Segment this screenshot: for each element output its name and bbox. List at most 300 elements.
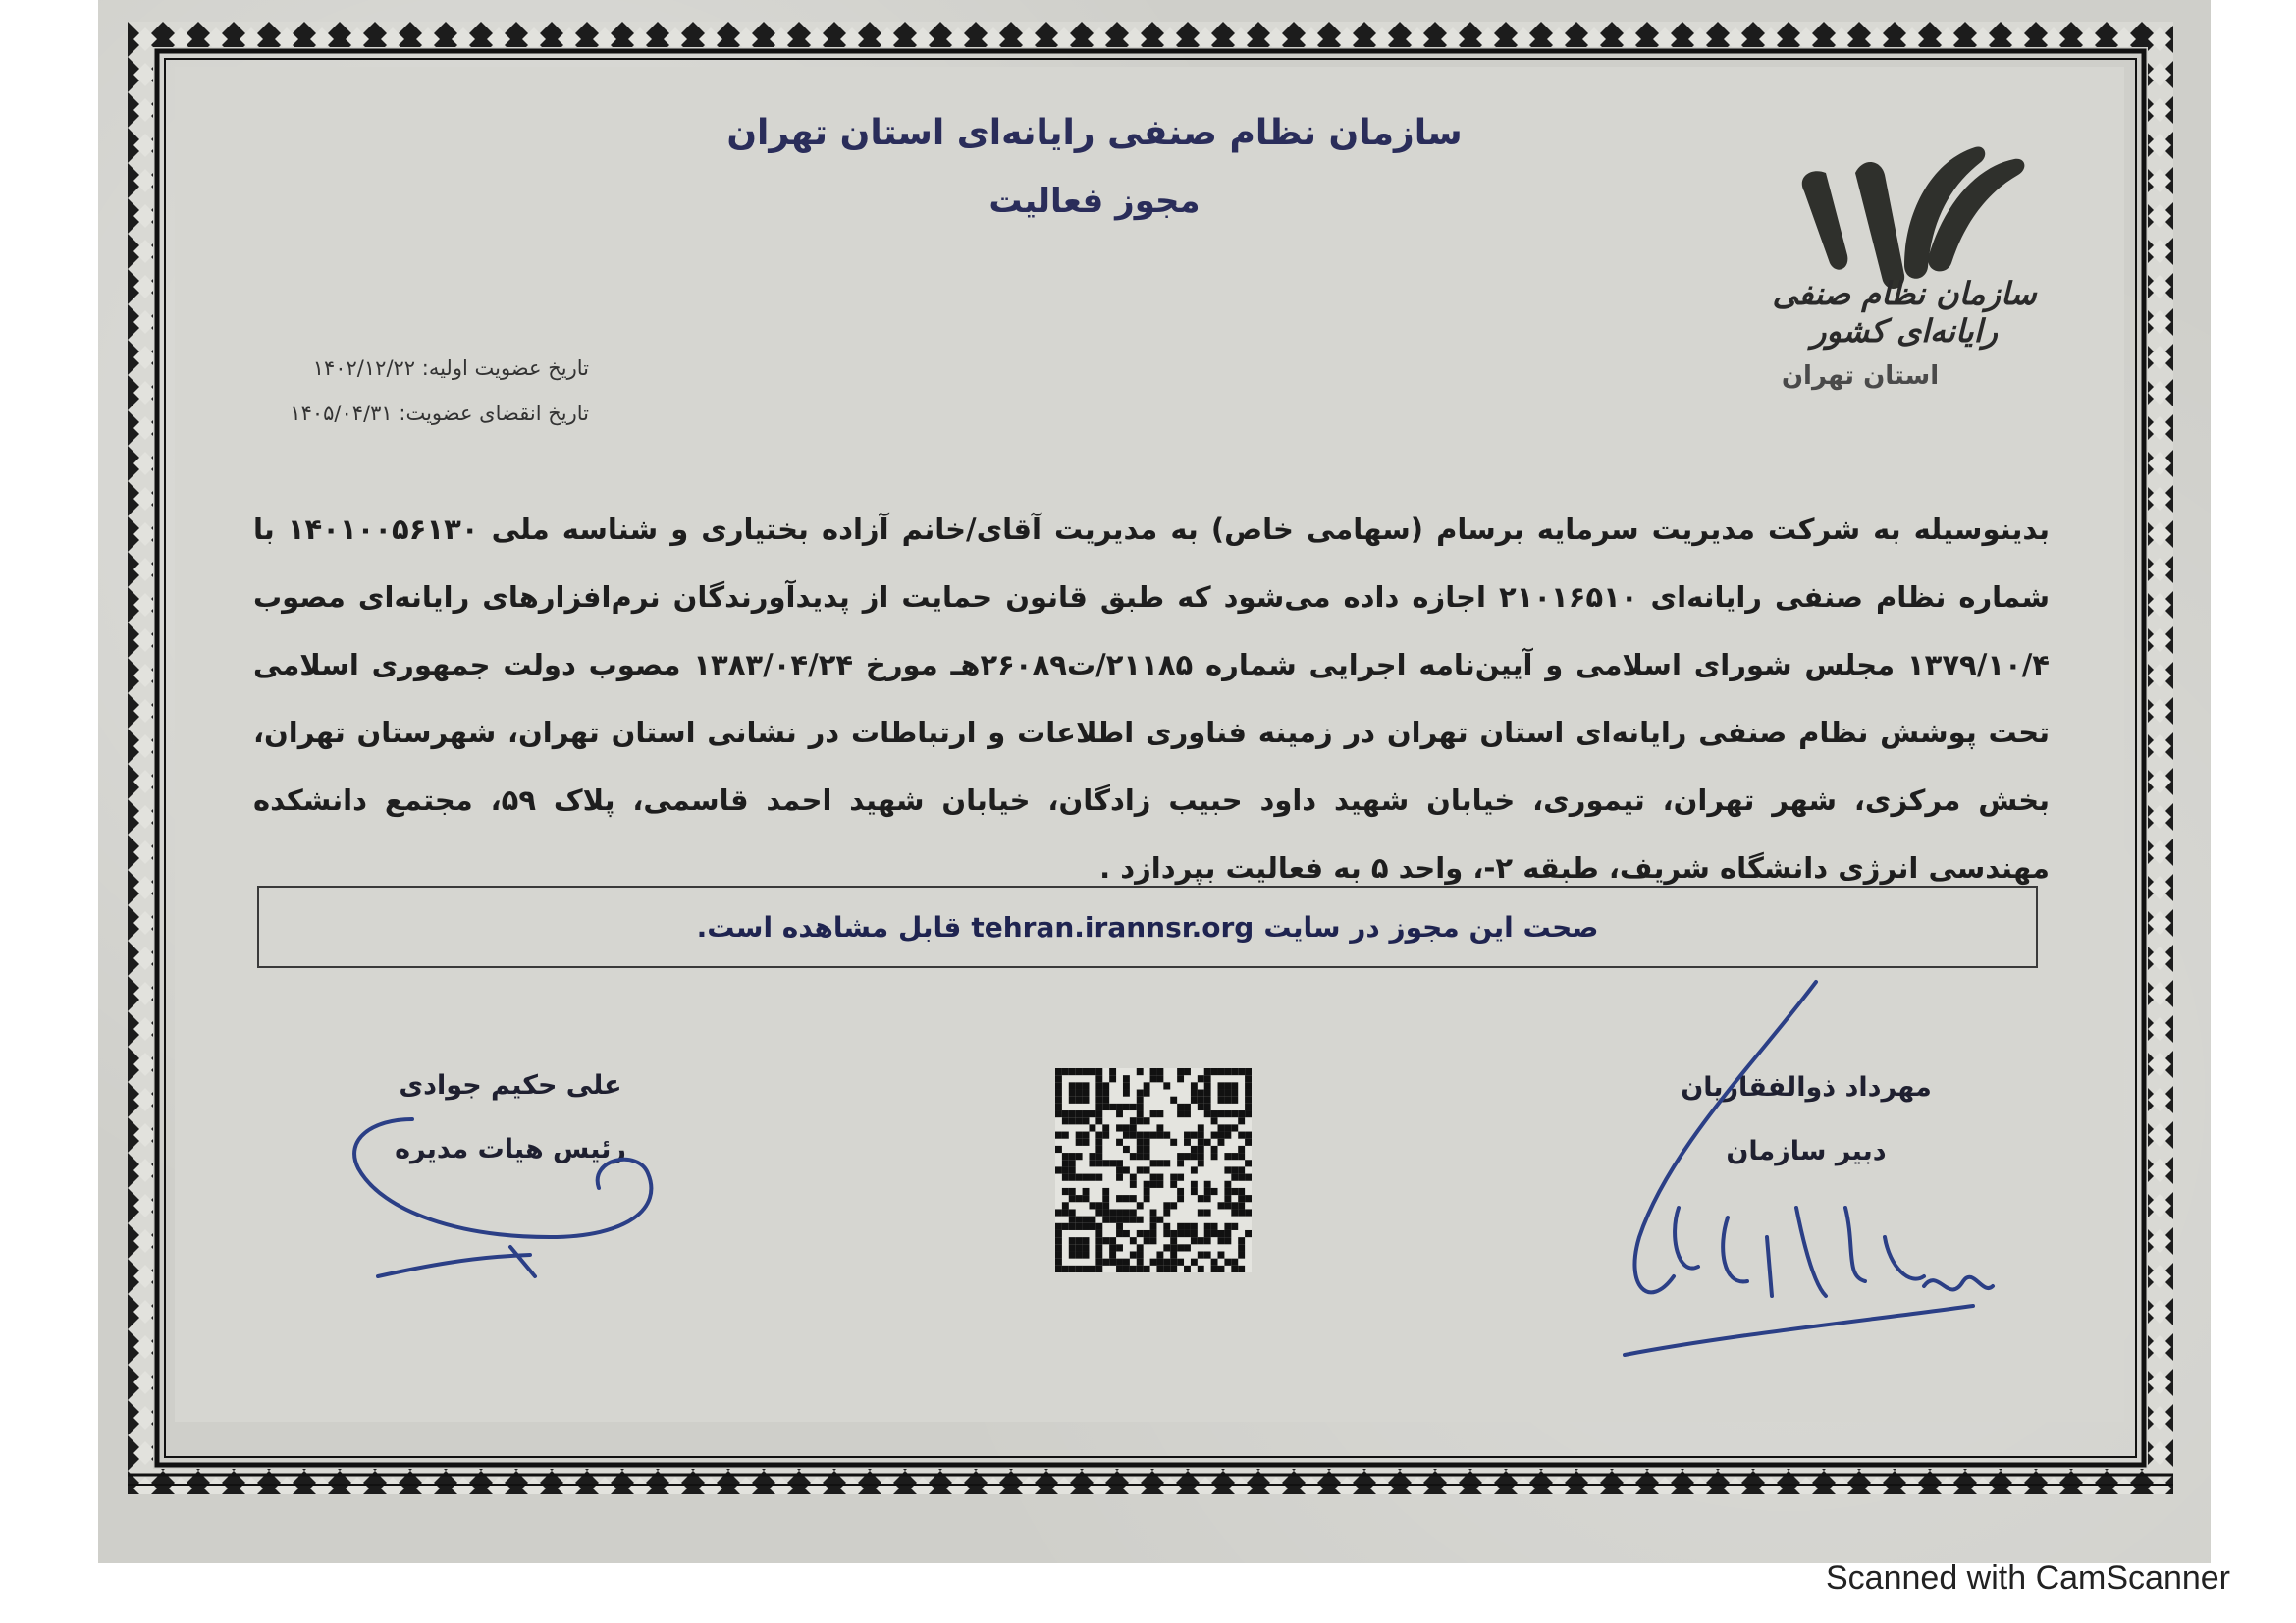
qr-module — [1191, 1188, 1198, 1195]
qr-module — [1231, 1090, 1238, 1097]
qr-module — [1238, 1266, 1245, 1272]
qr-module — [1076, 1090, 1083, 1097]
qr-module — [1102, 1097, 1109, 1104]
qr-module — [1076, 1223, 1083, 1230]
qr-module — [1109, 1075, 1116, 1082]
qr-module — [1055, 1244, 1062, 1251]
qr-module — [1231, 1223, 1238, 1230]
qr-module — [1224, 1223, 1231, 1230]
qr-module — [1198, 1160, 1204, 1166]
qr-module — [1076, 1139, 1083, 1146]
qr-module — [1069, 1223, 1076, 1230]
qr-module — [1156, 1259, 1163, 1266]
qr-module — [1069, 1217, 1076, 1223]
qr-module — [1083, 1132, 1090, 1139]
qr-module — [1218, 1230, 1225, 1237]
qr-module — [1156, 1160, 1163, 1166]
qr-module — [1137, 1104, 1144, 1110]
qr-module — [1102, 1188, 1109, 1195]
qr-module — [1095, 1209, 1102, 1216]
qr-module — [1204, 1068, 1211, 1075]
qr-module — [1144, 1090, 1150, 1097]
qr-module — [1156, 1132, 1163, 1139]
qr-module — [1137, 1153, 1144, 1160]
qr-module — [1069, 1068, 1076, 1075]
qr-module — [1089, 1223, 1095, 1230]
qr-module — [1109, 1259, 1116, 1266]
qr-module — [1150, 1230, 1157, 1237]
qr-module — [1231, 1082, 1238, 1089]
qr-module — [1130, 1117, 1137, 1124]
qr-module — [1095, 1174, 1102, 1181]
verification-qr-code[interactable] — [1055, 1068, 1252, 1272]
qr-module — [1144, 1082, 1150, 1089]
qr-module — [1123, 1124, 1130, 1131]
qr-module — [1089, 1217, 1095, 1223]
qr-module — [1224, 1259, 1231, 1266]
qr-module — [1137, 1217, 1144, 1223]
qr-module — [1116, 1259, 1123, 1266]
qr-module — [1102, 1082, 1109, 1089]
qr-module — [1102, 1132, 1109, 1139]
qr-module — [1191, 1223, 1198, 1230]
organization-title: سازمان نظام صنفی رایانه‌ای استان تهران — [726, 113, 1463, 153]
qr-module — [1204, 1097, 1211, 1104]
qr-module — [1076, 1174, 1083, 1181]
qr-module — [1089, 1202, 1095, 1209]
qr-module — [1144, 1195, 1150, 1202]
qr-module — [1163, 1244, 1170, 1251]
qr-module — [1102, 1259, 1109, 1266]
scanner-watermark: Scanned with CamScanner — [1826, 1559, 2231, 1596]
qr-module — [1144, 1132, 1150, 1139]
qr-module — [1062, 1266, 1069, 1272]
qr-module — [1102, 1202, 1109, 1209]
qr-module — [1204, 1082, 1211, 1089]
qr-module — [1245, 1160, 1252, 1166]
qr-module — [1095, 1104, 1102, 1110]
qr-module — [1076, 1082, 1083, 1089]
qr-module — [1156, 1075, 1163, 1082]
qr-module — [1170, 1237, 1177, 1244]
qr-module — [1224, 1195, 1231, 1202]
qr-module — [1109, 1244, 1116, 1251]
qr-module — [1163, 1266, 1170, 1272]
qr-module — [1191, 1237, 1198, 1244]
qr-module — [1218, 1090, 1225, 1097]
qr-module — [1231, 1153, 1238, 1160]
qr-module — [1224, 1181, 1231, 1188]
qr-module — [1083, 1174, 1090, 1181]
qr-module — [1238, 1237, 1245, 1244]
qr-module — [1116, 1139, 1123, 1146]
qr-module — [1177, 1223, 1184, 1230]
qr-module — [1095, 1259, 1102, 1266]
qr-module — [1095, 1075, 1102, 1082]
qr-module — [1184, 1266, 1191, 1272]
qr-module — [1177, 1153, 1184, 1160]
qr-module — [1204, 1090, 1211, 1097]
qr-module — [1204, 1181, 1211, 1188]
organization-logo-icon — [1757, 108, 2052, 403]
qr-module — [1191, 1146, 1198, 1153]
qr-module — [1150, 1217, 1157, 1223]
qr-module — [1137, 1266, 1144, 1272]
qr-module — [1109, 1068, 1116, 1075]
qr-module — [1191, 1090, 1198, 1097]
qr-module — [1130, 1132, 1137, 1139]
qr-module — [1238, 1251, 1245, 1258]
qr-module — [1083, 1244, 1090, 1251]
qr-module — [1083, 1068, 1090, 1075]
qr-module — [1062, 1117, 1069, 1124]
qr-module — [1137, 1117, 1144, 1124]
qr-module — [1156, 1174, 1163, 1181]
qr-module — [1191, 1082, 1198, 1089]
qr-module — [1089, 1174, 1095, 1181]
qr-module — [1137, 1146, 1144, 1153]
qr-module — [1083, 1195, 1090, 1202]
qr-module — [1150, 1110, 1157, 1117]
qr-module — [1211, 1230, 1218, 1237]
qr-module — [1218, 1124, 1225, 1131]
qr-module — [1137, 1251, 1144, 1258]
qr-module — [1238, 1110, 1245, 1117]
qr-module — [1055, 1075, 1062, 1082]
qr-module — [1231, 1174, 1238, 1181]
qr-module — [1062, 1160, 1069, 1166]
qr-module — [1198, 1075, 1204, 1082]
qr-module — [1156, 1181, 1163, 1188]
board-chair-name: علی حکیم جوادی — [399, 1070, 622, 1101]
qr-module — [1069, 1237, 1076, 1244]
qr-module — [1055, 1110, 1062, 1117]
qr-module — [1062, 1132, 1069, 1139]
qr-module — [1095, 1090, 1102, 1097]
qr-module — [1211, 1259, 1218, 1266]
qr-module — [1198, 1209, 1204, 1216]
qr-module — [1095, 1223, 1102, 1230]
qr-module — [1224, 1097, 1231, 1104]
qr-module — [1144, 1146, 1150, 1153]
qr-module — [1130, 1266, 1137, 1272]
qr-module — [1123, 1166, 1130, 1173]
qr-module — [1095, 1153, 1102, 1160]
qr-module — [1177, 1110, 1184, 1117]
qr-module — [1069, 1110, 1076, 1117]
qr-module — [1238, 1166, 1245, 1173]
qr-module — [1095, 1251, 1102, 1258]
logo-text: سازمان نظام صنفی رایانه‌ای کشور — [1772, 275, 2037, 350]
qr-module — [1123, 1082, 1130, 1089]
qr-module — [1137, 1230, 1144, 1237]
qr-module — [1238, 1146, 1245, 1153]
qr-module — [1116, 1160, 1123, 1166]
qr-module — [1102, 1209, 1109, 1216]
qr-module — [1204, 1223, 1211, 1230]
qr-module — [1170, 1230, 1177, 1237]
secretary-signature-block — [1669, 1072, 1944, 1166]
qr-module — [1076, 1110, 1083, 1117]
board-chair-signature-block — [373, 1070, 648, 1164]
qr-module — [1083, 1117, 1090, 1124]
qr-module — [1069, 1251, 1076, 1258]
qr-module — [1137, 1139, 1144, 1146]
qr-module — [1130, 1237, 1137, 1244]
qr-module — [1123, 1132, 1130, 1139]
qr-module — [1083, 1251, 1090, 1258]
qr-module — [1245, 1230, 1252, 1237]
qr-module — [1150, 1174, 1157, 1181]
qr-module — [1102, 1124, 1109, 1131]
qr-module — [1116, 1104, 1123, 1110]
qr-module — [1123, 1146, 1130, 1153]
qr-module — [1083, 1237, 1090, 1244]
qr-module — [1211, 1223, 1218, 1230]
qr-module — [1116, 1195, 1123, 1202]
qr-module — [1055, 1259, 1062, 1266]
qr-module — [1204, 1251, 1211, 1258]
verification-site-link[interactable]: tehran.irannsr.org — [971, 910, 1255, 944]
qr-module — [1076, 1097, 1083, 1104]
qr-module — [1102, 1160, 1109, 1166]
qr-module — [1083, 1266, 1090, 1272]
qr-module — [1184, 1230, 1191, 1237]
qr-module — [1150, 1209, 1157, 1216]
qr-module — [1116, 1174, 1123, 1181]
qr-module — [1109, 1237, 1116, 1244]
qr-module — [1130, 1174, 1137, 1181]
qr-module — [1144, 1266, 1150, 1272]
qr-module — [1095, 1146, 1102, 1153]
qr-module — [1177, 1174, 1184, 1181]
qr-module — [1238, 1153, 1245, 1160]
qr-module — [1245, 1104, 1252, 1110]
qr-module — [1062, 1068, 1069, 1075]
logo-province: استان تهران — [1781, 361, 1940, 391]
qr-module — [1102, 1237, 1109, 1244]
qr-module — [1238, 1244, 1245, 1251]
qr-module — [1184, 1104, 1191, 1110]
qr-module — [1109, 1209, 1116, 1216]
qr-module — [1231, 1202, 1238, 1209]
qr-module — [1245, 1097, 1252, 1104]
qr-module — [1204, 1237, 1211, 1244]
secretary-role: دبیر سازمان — [1726, 1136, 1887, 1166]
qr-module — [1170, 1244, 1177, 1251]
qr-module — [1238, 1068, 1245, 1075]
qr-module — [1211, 1132, 1218, 1139]
qr-module — [1076, 1237, 1083, 1244]
qr-module — [1198, 1153, 1204, 1160]
qr-module — [1238, 1209, 1245, 1216]
qr-module — [1238, 1188, 1245, 1195]
qr-module — [1245, 1090, 1252, 1097]
qr-module — [1191, 1259, 1198, 1266]
qr-module — [1218, 1202, 1225, 1209]
qr-module — [1144, 1181, 1150, 1188]
qr-module — [1069, 1090, 1076, 1097]
qr-module — [1245, 1110, 1252, 1117]
qr-module — [1198, 1195, 1204, 1202]
qr-module — [1231, 1188, 1238, 1195]
qr-module — [1238, 1132, 1245, 1139]
qr-module — [1218, 1266, 1225, 1272]
qr-module — [1095, 1117, 1102, 1124]
qr-module — [1191, 1097, 1198, 1104]
qr-module — [1170, 1251, 1177, 1258]
qr-module — [1198, 1132, 1204, 1139]
qr-module — [1245, 1075, 1252, 1082]
qr-module — [1204, 1209, 1211, 1216]
qr-module — [1238, 1202, 1245, 1209]
qr-module — [1150, 1132, 1157, 1139]
qr-module — [1137, 1166, 1144, 1173]
qr-module — [1163, 1230, 1170, 1237]
qr-module — [1144, 1237, 1150, 1244]
qr-module — [1170, 1139, 1177, 1146]
qr-module — [1069, 1244, 1076, 1251]
qr-module — [1144, 1153, 1150, 1160]
qr-module — [1069, 1082, 1076, 1089]
qr-module — [1055, 1266, 1062, 1272]
qr-module — [1137, 1068, 1144, 1075]
qr-module — [1218, 1068, 1225, 1075]
qr-module — [1218, 1132, 1225, 1139]
qr-module — [1095, 1202, 1102, 1209]
qr-module — [1156, 1110, 1163, 1117]
qr-module — [1211, 1266, 1218, 1272]
qr-module — [1224, 1124, 1231, 1131]
qr-module — [1150, 1259, 1157, 1266]
qr-module — [1231, 1166, 1238, 1173]
qr-module — [1069, 1266, 1076, 1272]
qr-module — [1198, 1146, 1204, 1153]
qr-module — [1150, 1181, 1157, 1188]
qr-module — [1204, 1075, 1211, 1082]
qr-module — [1095, 1110, 1102, 1117]
qr-module — [1218, 1097, 1225, 1104]
qr-module — [1076, 1217, 1083, 1223]
qr-module — [1191, 1230, 1198, 1237]
qr-module — [1062, 1223, 1069, 1230]
qr-module — [1116, 1223, 1123, 1230]
qr-module — [1095, 1139, 1102, 1146]
qr-module — [1123, 1195, 1130, 1202]
qr-module — [1184, 1223, 1191, 1230]
qr-module — [1163, 1202, 1170, 1209]
qr-module — [1177, 1160, 1184, 1166]
qr-module — [1245, 1068, 1252, 1075]
verification-text-before: صحت این مجوز در سایت — [1263, 910, 1599, 944]
qr-module — [1144, 1188, 1150, 1195]
qr-module — [1144, 1166, 1150, 1173]
qr-module — [1055, 1068, 1062, 1075]
qr-module — [1211, 1068, 1218, 1075]
qr-module — [1198, 1124, 1204, 1131]
qr-module — [1116, 1244, 1123, 1251]
qr-module — [1184, 1132, 1191, 1139]
qr-module — [1231, 1124, 1238, 1131]
qr-module — [1083, 1188, 1090, 1195]
qr-module — [1177, 1244, 1184, 1251]
qr-module — [1191, 1153, 1198, 1160]
qr-module — [1170, 1174, 1177, 1181]
qr-module — [1055, 1251, 1062, 1258]
qr-module — [1198, 1090, 1204, 1097]
verification-text-after: قابل مشاهده است. — [696, 910, 962, 944]
qr-module — [1130, 1217, 1137, 1223]
qr-module — [1218, 1082, 1225, 1089]
qr-module — [1170, 1097, 1177, 1104]
qr-module — [1245, 1209, 1252, 1216]
qr-module — [1224, 1237, 1231, 1244]
qr-module — [1076, 1068, 1083, 1075]
qr-module — [1198, 1097, 1204, 1104]
qr-module — [1245, 1195, 1252, 1202]
qr-module — [1137, 1090, 1144, 1097]
qr-module — [1123, 1075, 1130, 1082]
qr-module — [1191, 1181, 1198, 1188]
qr-module — [1191, 1166, 1198, 1173]
qr-module — [1177, 1230, 1184, 1237]
qr-module — [1137, 1202, 1144, 1209]
qr-module — [1083, 1139, 1090, 1146]
qr-module — [1102, 1195, 1109, 1202]
qr-module — [1069, 1117, 1076, 1124]
qr-module — [1137, 1132, 1144, 1139]
qr-module — [1130, 1195, 1137, 1202]
qr-module — [1109, 1104, 1116, 1110]
qr-module — [1069, 1195, 1076, 1202]
qr-module — [1130, 1209, 1137, 1216]
qr-module — [1076, 1195, 1083, 1202]
qr-module — [1062, 1174, 1069, 1181]
qr-module — [1224, 1202, 1231, 1209]
qr-module — [1163, 1209, 1170, 1216]
qr-module — [1170, 1259, 1177, 1266]
qr-module — [1062, 1188, 1069, 1195]
qr-module — [1198, 1104, 1204, 1110]
qr-module — [1055, 1166, 1062, 1173]
qr-module — [1231, 1266, 1238, 1272]
qr-module — [1095, 1068, 1102, 1075]
qr-module — [1083, 1097, 1090, 1104]
qr-module — [1095, 1266, 1102, 1272]
qr-module — [1062, 1166, 1069, 1173]
qr-module — [1231, 1068, 1238, 1075]
qr-module — [1163, 1160, 1170, 1166]
qr-module — [1224, 1132, 1231, 1139]
qr-module — [1238, 1174, 1245, 1181]
qr-module — [1109, 1160, 1116, 1166]
secretary-name: مهرداد ذوالفقاریان — [1681, 1072, 1932, 1103]
qr-module — [1076, 1266, 1083, 1272]
qr-module — [1238, 1195, 1245, 1202]
qr-module — [1177, 1259, 1184, 1266]
qr-module — [1198, 1139, 1204, 1146]
qr-module — [1177, 1188, 1184, 1195]
qr-module — [1116, 1110, 1123, 1117]
qr-module — [1144, 1139, 1150, 1146]
qr-module — [1083, 1223, 1090, 1230]
qr-module — [1116, 1209, 1123, 1216]
qr-module — [1150, 1068, 1157, 1075]
qr-module — [1055, 1097, 1062, 1104]
qr-module — [1116, 1230, 1123, 1237]
qr-module — [1198, 1266, 1204, 1272]
qr-module — [1055, 1230, 1062, 1237]
